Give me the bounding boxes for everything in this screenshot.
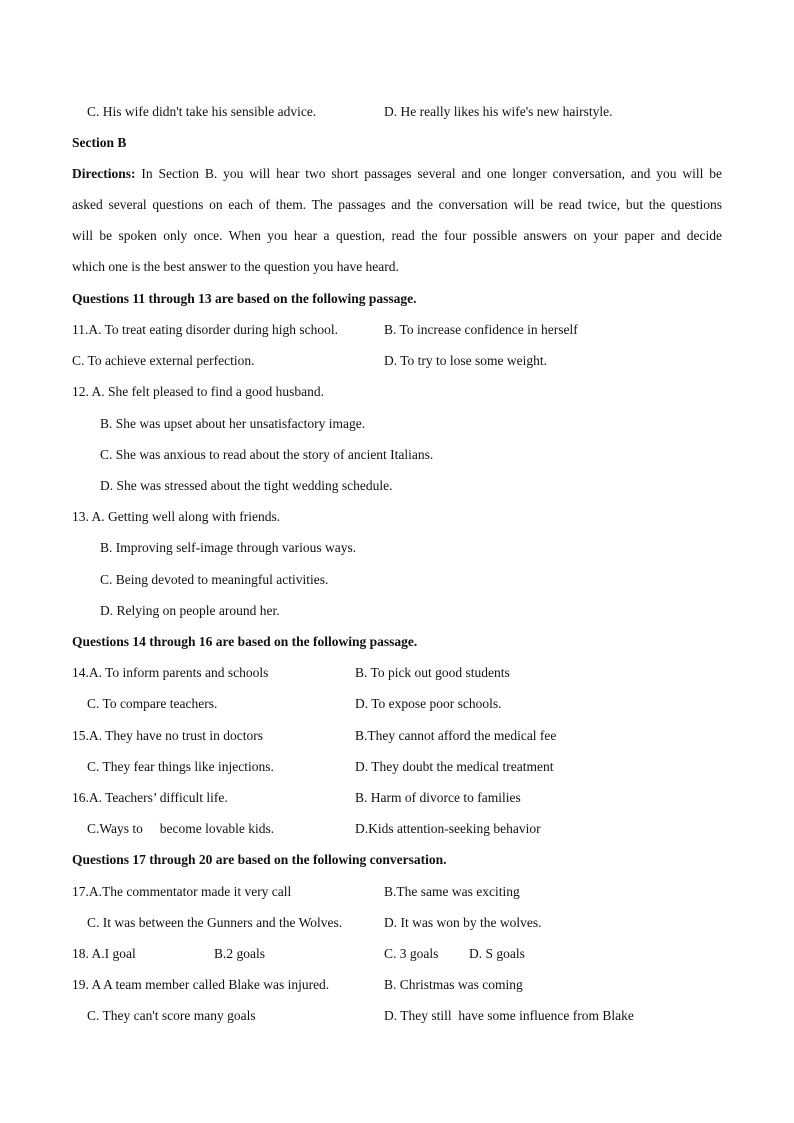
q12-option-a: 12. A. She felt pleased to find a good husband. <box>72 384 324 399</box>
q13-option-d: D. Relying on people around her. <box>100 603 280 618</box>
q14-option-c: C. To compare teachers. <box>87 696 218 711</box>
q19-option-c: C. They can't score many goals <box>87 1008 256 1023</box>
directions-line-4: which one is the best answer to the question you have heard. <box>72 259 399 274</box>
q15-option-a: 15.A. They have no trust in doctors <box>72 728 263 743</box>
q15-option-d: D. They doubt the medical treatment <box>355 759 554 774</box>
q19-option-d: D. They still have some influence from Blake <box>384 1008 634 1023</box>
q12-option-c: C. She was anxious to read about the story of ancient Italians. <box>100 447 434 462</box>
q11-option-c: C. To achieve external perfection. <box>72 353 255 368</box>
conversation-heading: Questions 17 through 20 are based on the following conversation. <box>72 852 447 867</box>
q16-option-a: 16.A. Teachers’ difficult life. <box>72 790 228 805</box>
q12-option-b: B. She was upset about her unsatisfactory image. <box>100 416 366 431</box>
passage-1-heading: Questions 11 through 13 are based on the following passage. <box>72 291 417 306</box>
q17-option-a: 17.A.The commentator made it very call <box>72 884 292 899</box>
q10-option-d: D. He really likes his wife's new hairstyle. <box>384 104 613 119</box>
directions-label: Directions: <box>72 166 136 181</box>
q10-option-c: C. His wife didn't take his sensible advice. <box>87 104 317 119</box>
q16-option-b: B. Harm of divorce to families <box>355 790 521 805</box>
directions-line-3: will be spoken only once. When you hear a question, read the four possible answers on your paper and decide <box>72 228 722 243</box>
q17-option-d: D. It was won by the wolves. <box>384 915 542 930</box>
q18-option-c: C. 3 goals <box>384 946 439 961</box>
q11-option-a: 11.A. To treat eating disorder during high school. <box>72 322 339 337</box>
q12-option-d: D. She was stressed about the tight wedding schedule. <box>100 478 393 493</box>
q14-option-a: 14.A. To inform parents and schools <box>72 665 269 680</box>
q16-option-d: D.Kids attention-seeking behavior <box>355 821 541 836</box>
passage-2-heading: Questions 14 through 16 are based on the following passage. <box>72 634 418 649</box>
q19-option-b: B. Christmas was coming <box>384 977 523 992</box>
q11-option-d: D. To try to lose some weight. <box>384 353 548 368</box>
q18-option-b: B.2 goals <box>214 946 266 961</box>
q13-option-a: 13. A. Getting well along with friends. <box>72 509 281 524</box>
directions-text-1: In Section B. you will hear two short passages several and one longer conversation, and you will be <box>135 166 722 181</box>
q13-option-c: C. Being devoted to meaningful activities. <box>100 572 329 587</box>
section-b-heading: Section B <box>72 135 127 150</box>
directions-line-2: asked several questions on each of them. The passages and the conversation will be read twice, but the questions <box>72 197 722 212</box>
q17-option-c: C. It was between the Gunners and the Wolves. <box>87 915 343 930</box>
q15-option-c: C. They fear things like injections. <box>87 759 274 774</box>
q14-option-d: D. To expose poor schools. <box>355 696 502 711</box>
q18-option-a: 18. A.I goal <box>72 946 136 961</box>
directions-line-1 <box>72 166 722 182</box>
q15-option-b: B.They cannot afford the medical fee <box>355 728 557 743</box>
q14-option-b: B. To pick out good students <box>355 665 510 680</box>
q11-option-b: B. To increase confidence in herself <box>384 322 578 337</box>
q19-option-a: 19. A A team member called Blake was injured. <box>72 977 330 992</box>
q16-option-c: C.Ways to become lovable kids. <box>87 821 275 836</box>
q18-option-d: D. S goals <box>469 946 525 961</box>
q17-option-b: B.The same was exciting <box>384 884 520 899</box>
q13-option-b: B. Improving self-image through various ways. <box>100 540 357 555</box>
